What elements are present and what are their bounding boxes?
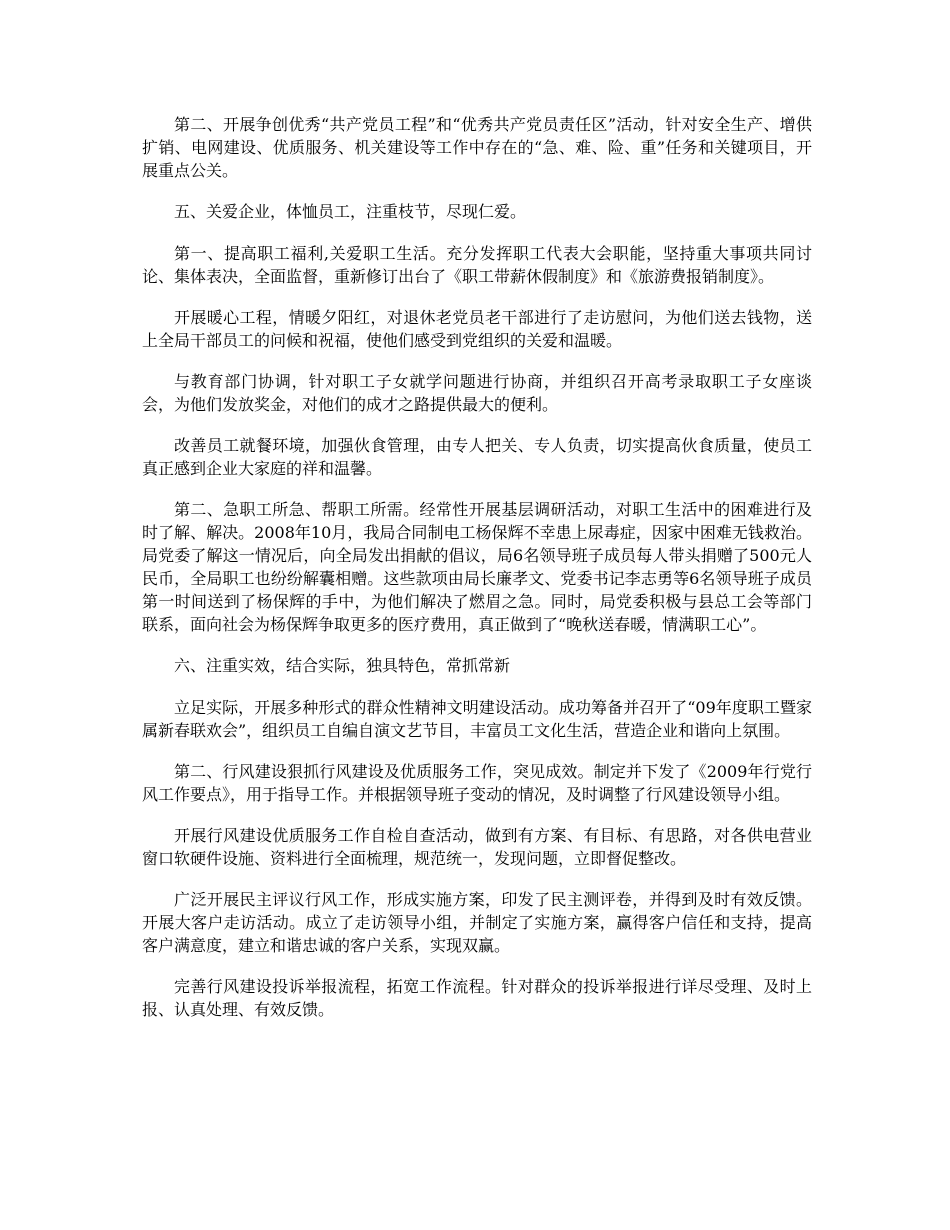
section-heading-five: 五、关爱企业，体恤员工，注重枝节，尽现仁爱。 (174, 202, 527, 221)
section-heading-six: 六、注重实效，结合实际，独具特色，常抓常新 (174, 656, 511, 675)
paragraph-welfare: 第一、提高职工福利,关爱职工生活。充分发挥职工代表大会职能，坚持重大事项共同讨论、集体表决，全面监督，重新修订出台了《职工带薪休假制度》和《旅游费报销制度》。 (142, 244, 812, 286)
paragraph-complaint-process: 完善行风建设投诉举报流程，拓宽工作流程。针对群众的投诉举报进行详尽受理、及时上报、认真处理、有效反馈。 (142, 977, 812, 1019)
paragraph-education: 与教育部门协调，针对职工子女就学问题进行协商，并组织召开高考录取职工子女座谈会，为他们发放奖金，对他们的成才之路提供最大的便利。 (142, 372, 812, 414)
paragraph-conduct-building: 第二、行风建设狠抓行风建设及优质服务工作，突见成效。制定并下发了《2009年行党行风工作要点》，用于指导工作。并根据领导班子变动的情况，及时调整了行风建设领导小组。 (142, 762, 812, 804)
paragraph-warm-heart: 开展暖心工程，情暖夕阳红，对退休老党员老干部进行了走访慰问，为他们送去钱物，送上全局干部员工的问候和祝福，使他们感受到党组织的关爱和温暖。 (142, 308, 812, 350)
paragraph-cultural-activities: 立足实际，开展多种形式的群众性精神文明建设活动。成功筹备并召开了“09年度职工暨家属新春联欢会”，组织员工自编自演文艺节目，丰富员工文化生活，营造企业和谐向上氛围。 (142, 698, 812, 740)
paragraph-democratic-review: 广泛开展民主评议行风工作，形成实施方案，印发了民主测评卷，并得到及时有效反馈。开展大客户走访活动。成立了走访领导小组，并制定了实施方案，赢得客户信任和支持，提高客户满意度，建立和谐忠诚的客户关系，实现双赢。 (142, 890, 812, 955)
paragraph-self-inspection: 开展行风建设优质服务工作自检自查活动，做到有方案、有目标、有思路，对各供电营业窗口软硬件设施、资料进行全面梳理，规范统一，发现问题，立即督促整改。 (142, 826, 812, 868)
paragraph-party-project: 第二、开展争创优秀“共产党员工程”和“优秀共产党员责任区”活动，针对安全生产、增供扩销、电网建设、优质服务、机关建设等工作中存在的“急、难、险、重”任务和关键项目，开展重点公关。 (142, 115, 812, 180)
paragraph-urgent-needs: 第二、急职工所急、帮职工所需。经常性开展基层调研活动，对职工生活中的困难进行及时了解、解决。2008年10月，我局合同制电工杨保辉不幸患上尿毒症，因家中困难无钱救治。局党委了解这一情况后，向全局发出捐献的倡议，局6名领导班子成员每人带头捐赠了500元人民币，全局职工也纷纷解囊相赠。这些款项由局长廉孝文、党委书记李志勇等6名领导班子成员第一时间送到了杨保辉的手中，为他们解决了燃眉之急。同时，局党委积极与县总工会等部门联系，面向社会为杨保辉争取更多的医疗费用，真正做到了“晚秋送春暖，情满职工心”。 (142, 500, 812, 634)
paragraph-dining: 改善员工就餐环境，加强伙食管理，由专人把关、专人负责，切实提高伙食质量，使员工真正感到企业大家庭的祥和温馨。 (142, 436, 812, 478)
document-body (142, 113, 812, 1039)
